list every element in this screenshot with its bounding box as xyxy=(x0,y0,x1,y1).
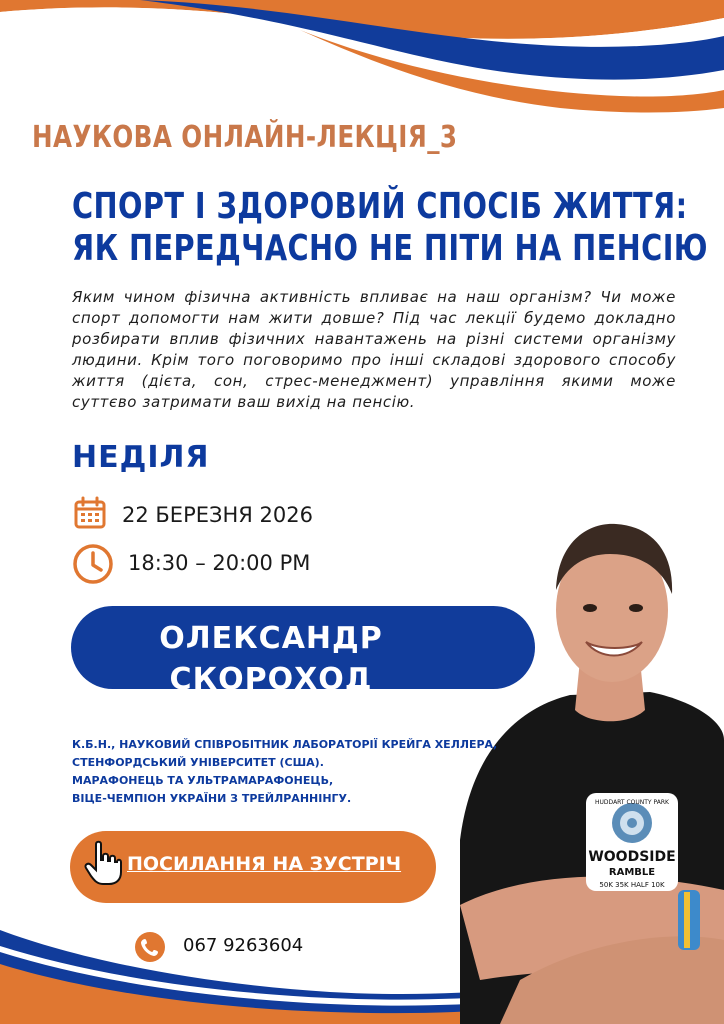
page-title-line-1: СПОРТ І ЗДОРОВИЙ СПОСІБ ЖИТТЯ: xyxy=(72,186,688,227)
credential-line: ВІЦЕ-ЧЕМПІОН УКРАЇНИ З ТРЕЙЛРАННІНГУ. xyxy=(72,792,352,805)
shirt-print-line4: 50K 35K HALF 10K xyxy=(599,881,665,889)
shirt-print-line3: RAMBLE xyxy=(608,867,656,878)
shirt-print-line2: WOODSIDE xyxy=(588,849,676,865)
pointing-hand-icon xyxy=(84,840,122,886)
page-title-line-2: ЯК ПЕРЕДЧАСНО НЕ ПІТИ НА ПЕНСІЮ xyxy=(72,228,709,269)
event-time: 18:30 – 20:00 PM xyxy=(128,551,311,575)
phone-icon xyxy=(134,931,166,963)
credential-line: МАРАФОНЕЦЬ ТА УЛЬТРАМАРАФОНЕЦЬ, xyxy=(72,774,334,787)
event-day: НЕДІЛЯ xyxy=(72,440,210,475)
top-wave-decoration xyxy=(0,0,724,120)
speaker-credentials xyxy=(72,736,497,808)
credential-line: СТЕНФОРДСЬКИЙ УНІВЕРСИТЕТ (США). xyxy=(72,756,324,769)
meeting-link-label[interactable]: ПОСИЛАННЯ НА ЗУСТРІЧ xyxy=(127,853,402,875)
speaker-last-name: СКОРОХОД xyxy=(169,662,373,697)
calendar-icon xyxy=(73,496,107,530)
lecture-description: Яким чином фізична активність впливає на наш організм? Чи може спорт допомогти нам жити довше? Під час лекції будемо докладно розбирати вплив фізичних навантажень на різні системи організму людини. Крім того поговоримо про інші складові здорового способу життя (дієта, сон, стрес-менеджмент) управління якими може суттєво затримати ваш вихід на пенсію. xyxy=(72,288,676,411)
lecture-kicker: НАУКОВА ОНЛАЙН-ЛЕКЦІЯ_3 xyxy=(32,120,458,155)
event-date: 22 БЕРЕЗНЯ 2026 xyxy=(122,503,313,527)
credential-line: К.Б.Н., НАУКОВИЙ СПІВРОБІТНИК ЛАБОРАТОРІЇ КРЕЙГА ХЕЛЛЕРА, xyxy=(72,738,498,751)
phone-number: 067 9263604 xyxy=(183,935,304,956)
shirt-print-line1: HUDDART COUNTY PARK xyxy=(595,799,669,806)
clock-icon xyxy=(72,543,114,585)
speaker-first-name: ОЛЕКСАНДР xyxy=(159,621,383,656)
